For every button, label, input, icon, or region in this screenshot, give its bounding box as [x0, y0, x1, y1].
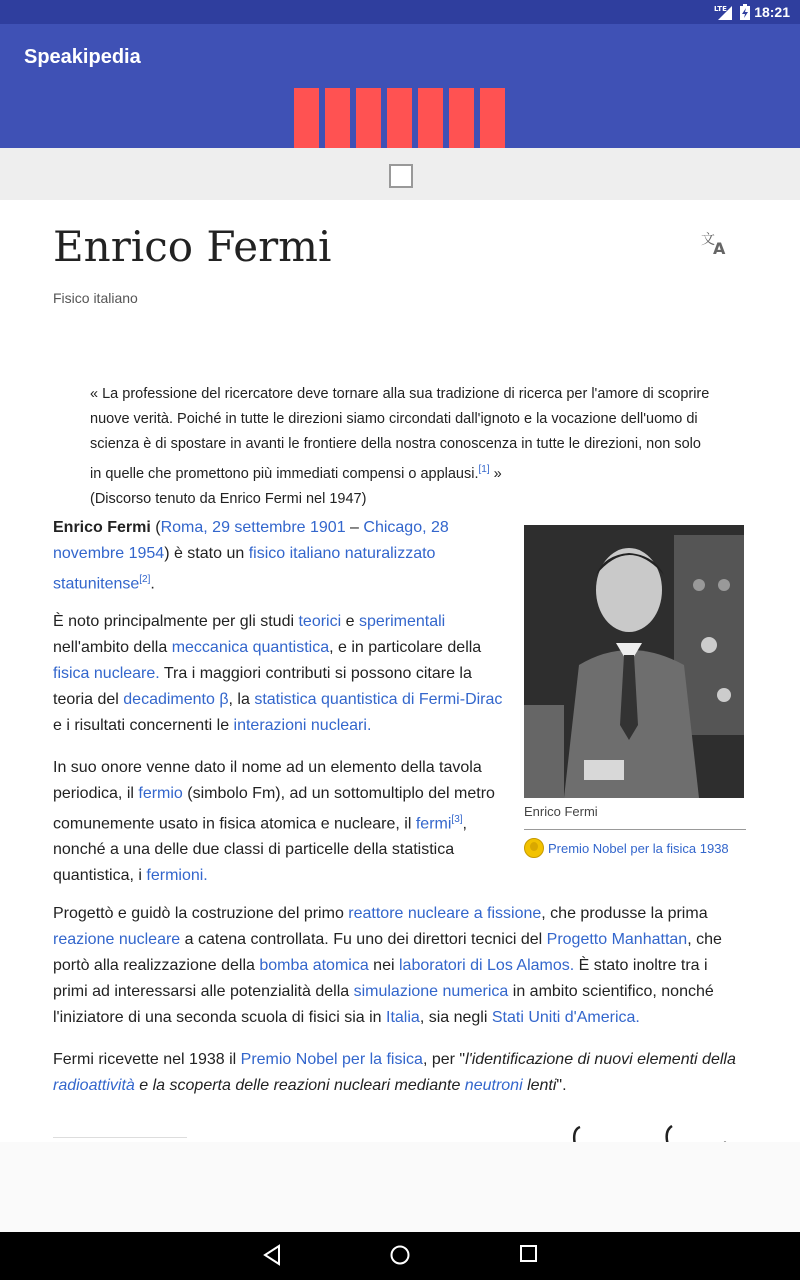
- playback-strip: [0, 148, 800, 200]
- lte-signal-icon: [714, 4, 732, 20]
- paragraph-reactor: [53, 901, 743, 1031]
- audio-bar: [449, 88, 474, 148]
- link-reattore[interactable]: reattore nucleare a fissione: [348, 905, 542, 922]
- ref-3[interactable]: [3]: [451, 814, 463, 825]
- text: , la: [228, 691, 255, 708]
- recents-icon[interactable]: [519, 1244, 539, 1264]
- quote-text: « La professione del ricercatore deve tornare alla sua tradizione di ricerca per l'amore di scoprire nuove verità. Poiché in tutte le direzioni siamo circondati dall'ignoto e la vocazione dell'uomo di scienza è di spostare in avanti le frontiere della nostra conoscenza in tutte le direzioni, non solo in quelle che promettono più immediati compensi o applausi.: [90, 386, 710, 482]
- footer-blank: [0, 1142, 800, 1232]
- app-title: Speakipedia: [24, 46, 141, 68]
- svg-text:文: 文: [701, 232, 715, 248]
- nobel-award-label: Premio Nobel per la fisica 1938: [548, 840, 729, 856]
- ref-2[interactable]: [2]: [139, 574, 151, 585]
- link-statistica[interactable]: statistica quantistica di Fermi-Dirac: [254, 691, 503, 708]
- text: lenti: [522, 1077, 557, 1094]
- text: (simbolo Fm), ad un sottomultiplo del metro comunemente usato in fisica atomica e nucleare, il: [53, 785, 495, 833]
- clock: 18:21: [754, 4, 790, 20]
- link-sperimentali[interactable]: sperimentali: [358, 613, 446, 630]
- signature-image: [560, 1125, 740, 1142]
- image-caption: Enrico Fermi: [524, 804, 598, 819]
- text: .: [150, 575, 155, 593]
- audio-bar: [387, 88, 412, 148]
- link-neutroni[interactable]: [465, 1077, 523, 1094]
- nobel-award-link[interactable]: [524, 838, 729, 858]
- text: , che produsse la prima: [541, 905, 708, 922]
- link-fermioni[interactable]: fermioni.: [146, 867, 208, 885]
- paragraph-nobel: [53, 1047, 743, 1099]
- audio-visualizer: [0, 88, 800, 148]
- link-simulazione[interactable]: simulazione numerica: [353, 983, 509, 1000]
- link-manhattan[interactable]: Progetto Manhattan: [546, 931, 688, 948]
- stop-button[interactable]: [389, 164, 413, 188]
- link-italia[interactable]: Italia: [386, 1009, 420, 1026]
- link-roma[interactable]: Roma, 29 settembre 1901: [160, 519, 346, 536]
- paragraph-intro: [53, 515, 508, 597]
- text: , sia negli: [419, 1009, 492, 1026]
- translate-icon[interactable]: [700, 230, 732, 258]
- battery-icon: [740, 4, 750, 20]
- text: Tra i maggiori contributi si possono citare la teoria del: [53, 665, 472, 708]
- back-icon[interactable]: [262, 1244, 282, 1266]
- text: –: [345, 519, 364, 536]
- text: e: [341, 613, 359, 630]
- text: nell'ambito della: [53, 639, 172, 656]
- link-decadimento[interactable]: decadimento β: [123, 691, 229, 708]
- status-bar: [0, 0, 800, 24]
- link-bomba[interactable]: bomba atomica: [259, 957, 369, 974]
- text: a catena controllata. Fu uno dei direttori tecnici del: [180, 931, 547, 948]
- text: In suo onore venne dato il nome ad un elemento della tavola periodica, il: [53, 759, 482, 802]
- text: in ambito scientifico, nonché l'iniziatore di una seconda scuola di fisici sia in: [53, 983, 714, 1026]
- link-teorici[interactable]: teorici: [298, 613, 342, 630]
- link-fisica-nucleare[interactable]: fisica nucleare.: [53, 665, 160, 682]
- nobel-medal-icon: [524, 838, 544, 858]
- text: e i risultati concernenti le: [53, 717, 234, 734]
- system-nav-bar: [0, 1232, 800, 1280]
- text: e la scoperta delle reazioni nucleari mediante: [134, 1077, 465, 1094]
- audio-bar: [418, 88, 443, 148]
- link-usa[interactable]: Stati Uniti d'America.: [491, 1009, 640, 1026]
- svg-text:A: A: [713, 239, 726, 258]
- text: (: [150, 519, 161, 536]
- quote-close: »: [489, 465, 502, 482]
- quote-block: [90, 382, 710, 512]
- audio-bar: [325, 88, 350, 148]
- text: ) è stato un: [164, 545, 249, 562]
- link-radioattivita[interactable]: [53, 1077, 135, 1094]
- text: , per ": [422, 1051, 466, 1068]
- text: neutroni: [464, 1077, 523, 1094]
- text: È noto principalmente per gli studi: [53, 613, 299, 630]
- link-nobel[interactable]: Premio Nobel per la fisica: [240, 1051, 423, 1068]
- text: È stato inoltre tra i primi ad interessarsi alle potenzialità della: [53, 957, 708, 1000]
- text: radioattività: [53, 1077, 135, 1094]
- paragraph-honors: [53, 755, 508, 889]
- quote-source: (Discorso tenuto da Enrico Fermi nel 1947): [90, 490, 367, 507]
- audio-bar: [294, 88, 319, 148]
- link-fermio[interactable]: fermio: [138, 785, 183, 802]
- text: l'identificazione di nuovi elementi della: [465, 1051, 736, 1068]
- link-interazioni[interactable]: interazioni nucleari.: [233, 717, 372, 734]
- divider: [524, 829, 746, 830]
- text: nei: [368, 957, 399, 974]
- link-meccanica[interactable]: meccanica quantistica: [171, 639, 330, 656]
- link-reazione[interactable]: reazione nucleare: [53, 931, 181, 948]
- text: , nonché a una delle due classi di particelle della statistica quantistica, i: [53, 815, 467, 885]
- article-view: [0, 200, 800, 1142]
- link-fermi[interactable]: fermi: [415, 815, 452, 833]
- network-label: LTE: [714, 5, 727, 13]
- audio-bar: [480, 88, 505, 148]
- text: , e in particolare della: [329, 639, 482, 656]
- link-fisico[interactable]: fisico italiano naturalizzato statunitense: [53, 545, 436, 593]
- portrait-photo[interactable]: [524, 525, 744, 798]
- text: Fermi ricevette nel 1938 il: [53, 1051, 241, 1068]
- paragraph-studies: [53, 609, 508, 739]
- link-los-alamos[interactable]: laboratori di Los Alamos.: [398, 957, 575, 974]
- app-bar: [0, 24, 800, 88]
- page-title: Enrico Fermi: [53, 222, 332, 271]
- portrait-image: [524, 525, 744, 798]
- text: Progettò e guidò la costruzione del primo: [53, 905, 349, 922]
- subject-name: Enrico Fermi: [53, 519, 151, 536]
- audio-bar: [356, 88, 381, 148]
- text: , che portò alla realizzazione della: [53, 931, 722, 974]
- quote-ref[interactable]: [1]: [478, 464, 490, 475]
- link-chicago[interactable]: Chicago, 28 novembre 1954: [53, 519, 449, 562]
- home-icon[interactable]: [389, 1244, 411, 1266]
- text: ".: [556, 1077, 567, 1094]
- page-subtitle: Fisico italiano: [53, 290, 138, 306]
